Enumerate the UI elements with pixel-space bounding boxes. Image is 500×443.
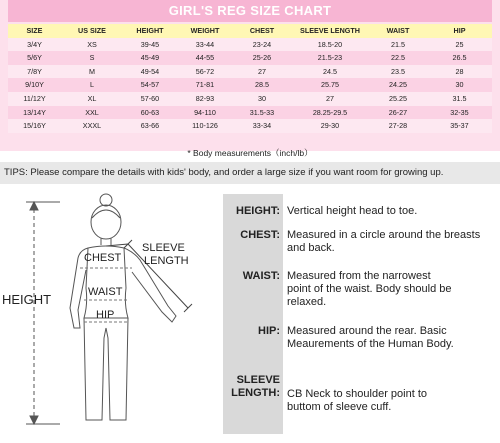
size-table bbox=[8, 24, 492, 133]
table-cell: 28.5 bbox=[255, 80, 269, 90]
table-cell: 31.5-33 bbox=[249, 107, 275, 117]
table-cell: 11/12Y bbox=[23, 93, 46, 103]
table-cell: XL bbox=[87, 93, 97, 103]
table-cell: 7/8Y bbox=[27, 66, 42, 76]
table-cell: 71-81 bbox=[195, 80, 215, 90]
table-cell: 15/16Y bbox=[23, 121, 46, 131]
definition-text-chest: Measured in a circle around the breasts and back. bbox=[287, 229, 481, 254]
column-header: SIZE bbox=[26, 26, 43, 35]
table-cell: 25-26 bbox=[252, 53, 272, 63]
table-cell: 29-30 bbox=[320, 121, 340, 131]
table-cell: 60-63 bbox=[140, 107, 160, 117]
table-cell: 24.25 bbox=[389, 80, 407, 90]
table-cell: 57-60 bbox=[140, 93, 160, 103]
table-cell: 3/4Y bbox=[27, 39, 42, 49]
table-cell: 32-35 bbox=[450, 107, 469, 117]
table-row bbox=[8, 92, 492, 106]
table-cell: 45-49 bbox=[140, 53, 160, 63]
table-cell: S bbox=[89, 53, 95, 63]
column-header: CHEST bbox=[249, 26, 275, 35]
table-cell: 25.25 bbox=[389, 93, 407, 103]
table-cell: 31.5 bbox=[452, 93, 467, 103]
definition-label-waist: WAIST: bbox=[242, 270, 280, 282]
table-row bbox=[8, 119, 492, 133]
table-cell: L bbox=[90, 80, 94, 90]
table-cell: XXL bbox=[85, 107, 99, 117]
table-cell: 33-44 bbox=[195, 39, 215, 49]
length-label: LENGTH bbox=[144, 255, 189, 267]
table-cell: 27 bbox=[326, 93, 334, 103]
column-header: WEIGHT bbox=[190, 26, 220, 35]
table-cell: 35-37 bbox=[450, 121, 469, 131]
column-header: HEIGHT bbox=[136, 26, 164, 35]
table-cell: 27-28 bbox=[388, 121, 408, 131]
table-cell: 110-126 bbox=[192, 121, 218, 131]
definition-text-hip: Measured around the rear. Basic Meaurements of the Human Body. bbox=[287, 325, 454, 350]
table-cell: 30 bbox=[258, 93, 266, 103]
measurement-note: * Body measurements（inch/lb） bbox=[187, 148, 313, 158]
definition-label-sleeve-length: SLEEVE LENGTH: bbox=[231, 374, 280, 399]
chart-title: GIRL'S REG SIZE CHART bbox=[8, 0, 492, 22]
table-cell: 27 bbox=[258, 66, 266, 76]
column-header: US SIZE bbox=[78, 26, 106, 35]
table-cell: 18.5-20 bbox=[317, 39, 343, 49]
tips-bar: TIPS: Please compare the details with kids' body, and order a large size if you want room for growing up. bbox=[0, 162, 500, 184]
table-row bbox=[8, 38, 492, 52]
definition-label-chest: CHEST: bbox=[240, 229, 280, 241]
table-cell: 30 bbox=[455, 80, 464, 90]
table-cell: 22.5 bbox=[391, 53, 405, 63]
definition-text-sleeve-length: CB Neck to shoulder point to buttom of sleeve cuff. bbox=[287, 388, 428, 413]
table-cell: 13/14Y bbox=[23, 107, 46, 117]
table-cell: 21.5 bbox=[391, 39, 405, 49]
table-cell: 63-66 bbox=[140, 121, 160, 131]
definition-text-waist: Measured from the narrowest point of the waist. Body should be relaxed. bbox=[287, 270, 452, 308]
table-cell: 33-34 bbox=[252, 121, 272, 131]
table-cell: 23-24 bbox=[252, 39, 272, 49]
table-cell: M bbox=[89, 66, 95, 76]
table-row bbox=[8, 78, 492, 92]
table-cell: 54-57 bbox=[140, 80, 160, 90]
column-header: WAIST bbox=[386, 26, 410, 35]
table-cell: 28.25-29.5 bbox=[312, 107, 348, 117]
measurement-definitions bbox=[223, 194, 493, 434]
table-cell: 26-27 bbox=[388, 107, 408, 117]
table-cell: XXXL bbox=[82, 121, 102, 131]
girl-figure-diagram bbox=[0, 188, 215, 438]
hip-label: HIP bbox=[96, 309, 115, 321]
definition-label-height: HEIGHT: bbox=[236, 205, 280, 217]
sleeve-label: SLEEVE bbox=[142, 242, 185, 254]
table-cell: 28 bbox=[455, 66, 464, 76]
definition-label-hip: HIP: bbox=[258, 325, 280, 337]
table-row bbox=[8, 65, 492, 79]
table-cell: 21.5-23 bbox=[317, 53, 343, 63]
table-cell: 5/6Y bbox=[27, 53, 42, 63]
table-cell: XS bbox=[87, 39, 97, 49]
table-cell: 9/10Y bbox=[25, 80, 44, 90]
column-header: HIP bbox=[453, 26, 466, 35]
column-header: SLEEVE LENGTH bbox=[300, 26, 360, 35]
chest-label: CHEST bbox=[84, 252, 122, 264]
table-cell: 94-110 bbox=[194, 107, 216, 117]
table-cell: 82-93 bbox=[195, 93, 215, 103]
table-cell: 49-54 bbox=[140, 66, 160, 76]
table-cell: 25 bbox=[455, 39, 464, 49]
definition-text-height: Vertical height head to toe. bbox=[287, 205, 418, 217]
size-chart bbox=[0, 0, 500, 158]
table-cell: 44-55 bbox=[195, 53, 215, 63]
table-header-row bbox=[8, 24, 492, 38]
table-cell: 23.5 bbox=[391, 66, 405, 76]
table-cell: 26.5 bbox=[452, 53, 467, 63]
table-cell: 25.75 bbox=[321, 80, 339, 90]
height-label: HEIGHT bbox=[2, 292, 52, 307]
table-row bbox=[8, 106, 492, 120]
waist-label: WAIST bbox=[88, 286, 123, 298]
table-row bbox=[8, 51, 492, 65]
table-cell: 56-72 bbox=[195, 66, 215, 76]
table-cell: 24.5 bbox=[323, 66, 337, 76]
table-cell: 39-45 bbox=[140, 39, 160, 49]
